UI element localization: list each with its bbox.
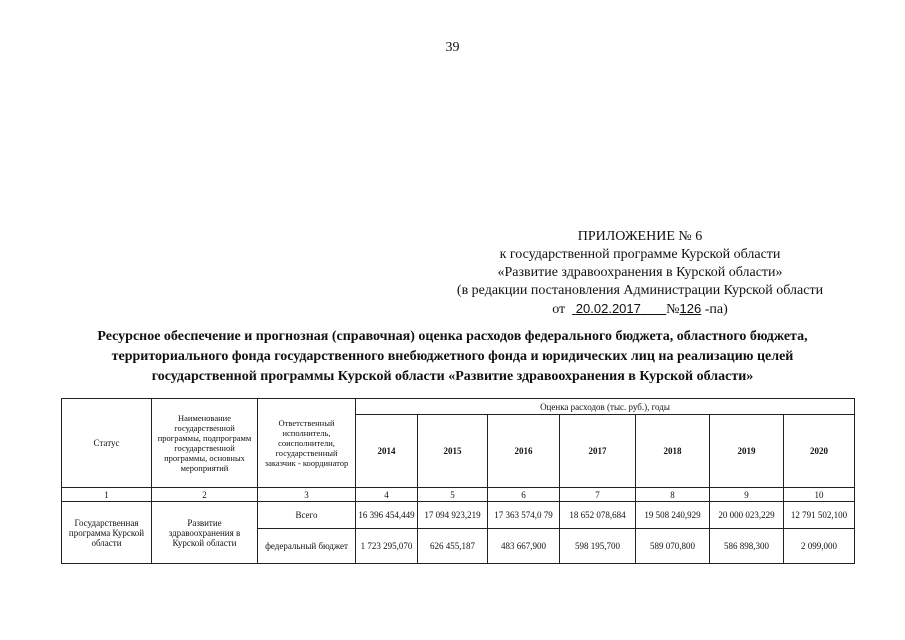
appendix-line-1: к государственной программе Курской области: [499, 247, 781, 262]
header-row-1: [62, 399, 855, 415]
title-line-1: Ресурсное обеспечение и прогнозная (справочная) оценка расходов федерального бюджета, областного бюджета,: [97, 329, 808, 344]
title-line-2: территориального фонда государственного внебюджетного фонда и юридических лиц на реализацию целей: [111, 349, 794, 364]
column-number: 2: [152, 488, 258, 502]
column-number: 9: [710, 488, 784, 502]
column-number: 5: [418, 488, 488, 502]
column-numbers-row: [62, 488, 855, 502]
header-year: 2017: [560, 415, 636, 488]
value-cell: 1 723 295,070: [356, 529, 418, 564]
header-year: 2015: [418, 415, 488, 488]
column-number: 1: [62, 488, 152, 502]
header-year: 2014: [356, 415, 418, 488]
column-number: 8: [636, 488, 710, 502]
document-title: [40, 327, 865, 387]
column-number: 3: [258, 488, 356, 502]
value-cell: 17 363 574,0 79: [488, 502, 560, 529]
decree-number: 126: [679, 301, 702, 316]
program-name-cell: Развитие здравоохранения в Курской области: [152, 502, 258, 564]
header-executor: Ответственный исполнитель, соисполнители, государственный заказчик - координатор: [258, 399, 356, 488]
value-cell: 16 396 454,449: [356, 502, 418, 529]
status-cell: Государственная программа Курской области: [62, 502, 152, 564]
value-cell: 598 195,700: [560, 529, 636, 564]
budget-table: [61, 398, 855, 564]
header-estimate: Оценка расходов (тыс. руб.), годы: [356, 399, 855, 415]
value-cell: 20 000 023,229: [710, 502, 784, 529]
page-number: 39: [445, 40, 460, 55]
header-year: 2016: [488, 415, 560, 488]
value-cell: 589 070,800: [636, 529, 710, 564]
source-cell: Всего: [258, 502, 356, 529]
value-cell: 12 791 502,100: [784, 502, 855, 529]
header-year: 2019: [710, 415, 784, 488]
value-cell: 483 667,900: [488, 529, 560, 564]
appendix-title: ПРИЛОЖЕНИЕ № 6: [577, 229, 703, 244]
header-year: 2020: [784, 415, 855, 488]
header-year: 2018: [636, 415, 710, 488]
header-status: Статус: [62, 399, 152, 488]
number-prefix: №: [666, 302, 680, 317]
column-number: 10: [784, 488, 855, 502]
source-cell: федеральный бюджет: [258, 529, 356, 564]
column-number: 4: [356, 488, 418, 502]
value-cell: 19 508 240,929: [636, 502, 710, 529]
column-number: 7: [560, 488, 636, 502]
value-cell: 586 898,300: [710, 529, 784, 564]
date-prefix: от: [552, 302, 566, 317]
table-row: [62, 502, 855, 529]
value-cell: 18 652 078,684: [560, 502, 636, 529]
value-cell: 2 099,000: [784, 529, 855, 564]
column-number: 6: [488, 488, 560, 502]
value-cell: 17 094 923,219: [418, 502, 488, 529]
decree-date: 20.02.2017: [575, 301, 641, 316]
appendix-block: [430, 228, 850, 319]
appendix-line-3: (в редакции постановления Администрации Курской области: [456, 283, 824, 298]
appendix-line-2: «Развитие здравоохранения в Курской области»: [497, 265, 783, 280]
header-name: Наименование государственной программы, подпрограмм государственной программы, основных мероприятий: [152, 399, 258, 488]
title-line-3: государственной программы Курской области «Развитие здравоохранения в Курской области»: [151, 369, 754, 384]
number-suffix: -па): [704, 302, 728, 317]
appendix-date-line: [430, 300, 850, 319]
value-cell: 626 455,187: [418, 529, 488, 564]
